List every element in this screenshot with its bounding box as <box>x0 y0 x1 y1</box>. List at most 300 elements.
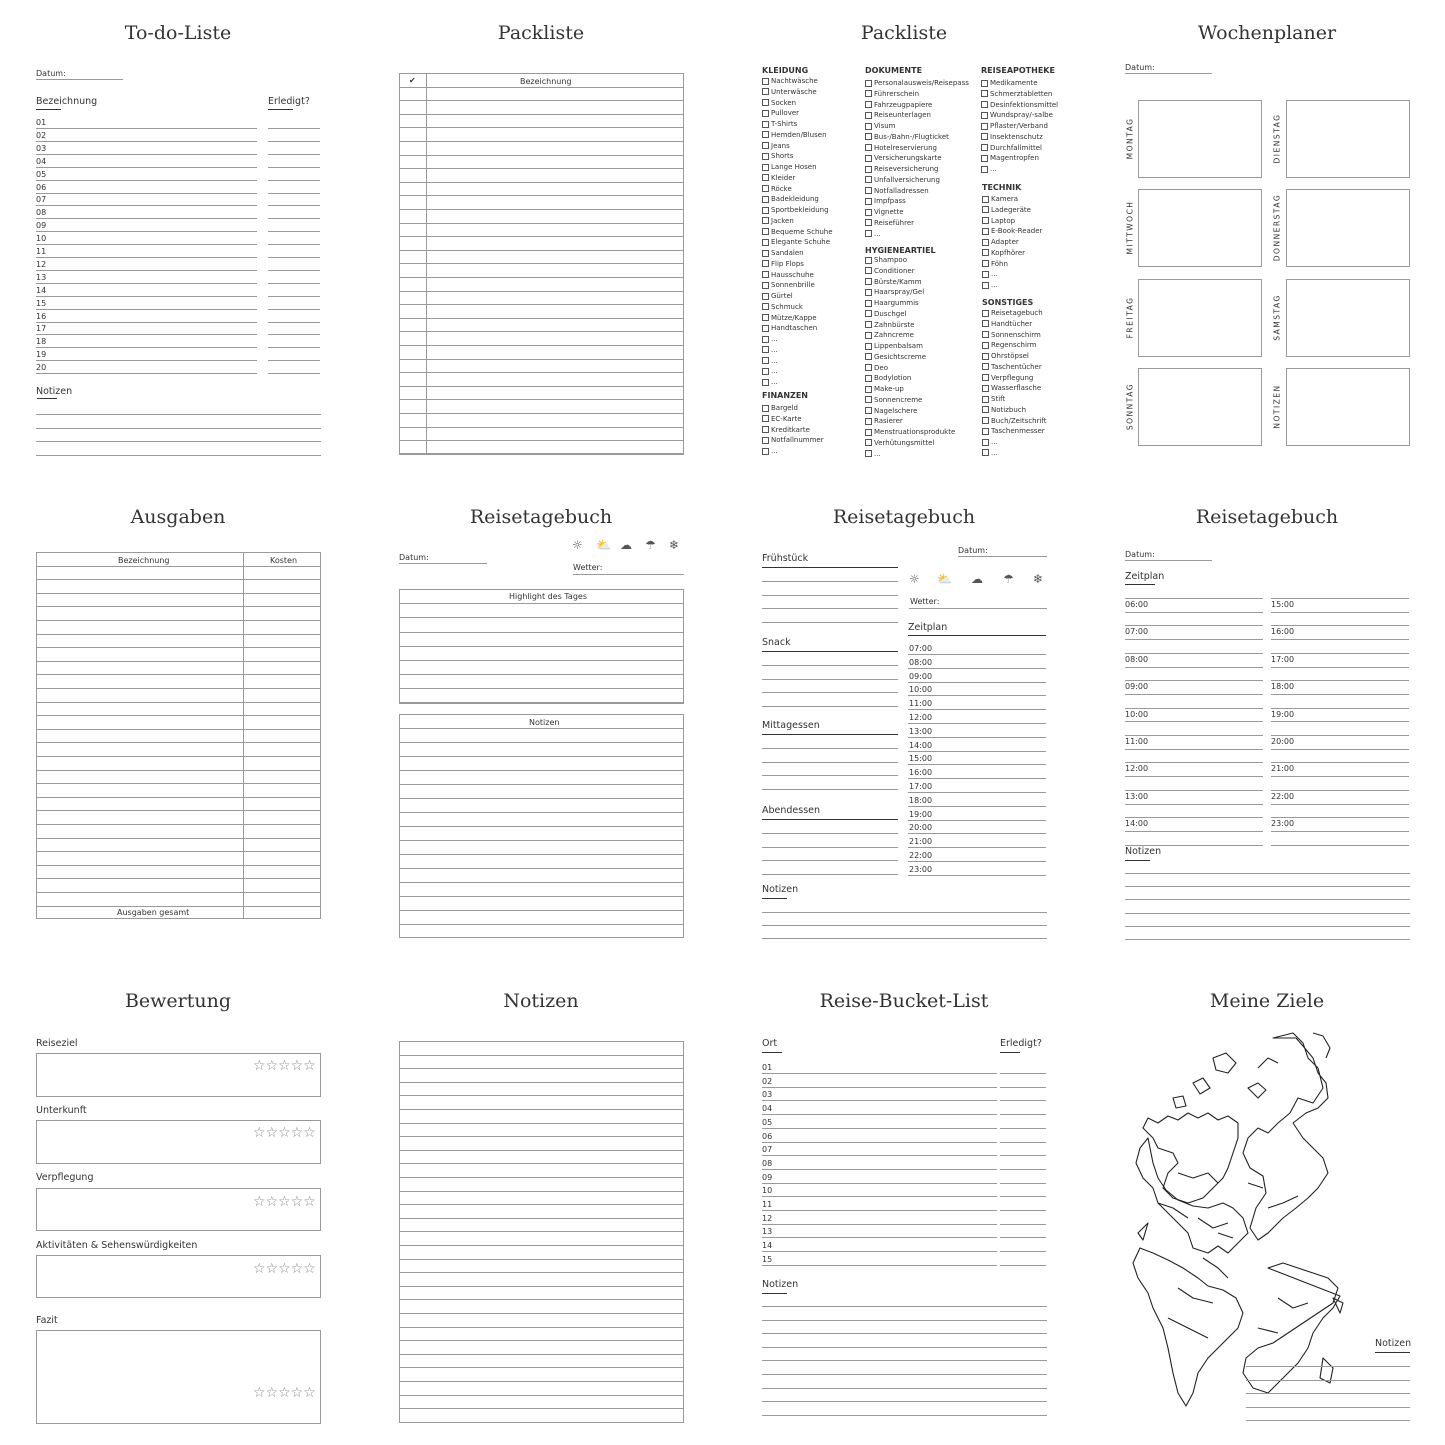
time-line[interactable] <box>1271 680 1409 681</box>
checklist-item[interactable] <box>762 248 833 259</box>
checkbox[interactable] <box>981 166 988 173</box>
notes-row-line[interactable] <box>399 924 684 925</box>
rating-box-fazit[interactable] <box>36 1330 321 1424</box>
checkbox[interactable] <box>982 353 989 360</box>
todo-row-line[interactable] <box>36 205 257 206</box>
checklist-item[interactable] <box>865 309 955 320</box>
checkbox[interactable] <box>762 379 769 386</box>
checklist-item[interactable] <box>762 414 824 425</box>
notes-line[interactable] <box>1125 886 1410 887</box>
checklist-item[interactable] <box>865 395 955 406</box>
bucket-row-line[interactable] <box>762 1114 997 1115</box>
checklist-item[interactable] <box>981 143 1058 154</box>
packliste-row-line[interactable] <box>399 223 684 224</box>
time-line[interactable] <box>1125 790 1263 791</box>
star-rating-aktivitaeten[interactable]: ☆☆☆☆☆ <box>253 1261 316 1277</box>
checklist-item[interactable] <box>982 308 1047 319</box>
ausgaben-row-line[interactable] <box>36 593 321 594</box>
ausgaben-row-line[interactable] <box>36 770 321 771</box>
meal-line[interactable] <box>762 595 898 596</box>
checkbox[interactable] <box>762 131 769 138</box>
notizen-row-line[interactable] <box>399 1150 684 1151</box>
todo-row-check-line[interactable] <box>268 309 320 310</box>
checkbox[interactable] <box>865 80 872 87</box>
time-line[interactable] <box>908 792 1046 793</box>
checkbox[interactable] <box>982 239 989 246</box>
checklist-item[interactable] <box>865 100 969 111</box>
todo-row-line[interactable] <box>36 231 257 232</box>
checklist-item[interactable] <box>762 446 824 457</box>
checkbox[interactable] <box>982 282 989 289</box>
packliste-row-line[interactable] <box>399 236 684 237</box>
week-datum-line[interactable] <box>1125 73 1212 74</box>
checklist-item[interactable] <box>982 194 1042 205</box>
checklist-item[interactable] <box>865 121 969 132</box>
checkbox[interactable] <box>865 176 872 183</box>
time-line[interactable] <box>1125 639 1263 640</box>
checkbox[interactable] <box>982 206 989 213</box>
bucket-row-line[interactable] <box>762 1100 997 1101</box>
notes-row-line[interactable] <box>399 798 684 799</box>
notizen-row-line[interactable] <box>399 1191 684 1192</box>
ausgaben-row-line[interactable] <box>36 865 321 866</box>
checklist-item[interactable] <box>762 270 833 281</box>
checklist-item[interactable] <box>982 437 1047 448</box>
checkbox[interactable] <box>762 282 769 289</box>
notes-line[interactable] <box>762 1388 1047 1389</box>
time-line[interactable] <box>908 737 1046 738</box>
notizen-row-line[interactable] <box>399 1231 684 1232</box>
checklist-item[interactable] <box>982 205 1042 216</box>
notes-row-line[interactable] <box>399 812 684 813</box>
checklist-item[interactable] <box>981 164 1058 175</box>
notes-row-line[interactable] <box>399 868 684 869</box>
bucket-row-check-line[interactable] <box>1000 1265 1046 1266</box>
time-line[interactable] <box>1125 598 1263 599</box>
highlight-row-line[interactable] <box>399 688 684 689</box>
checkbox[interactable] <box>865 267 872 274</box>
checklist-item[interactable] <box>762 377 833 388</box>
checklist-item[interactable] <box>982 330 1047 341</box>
checkbox[interactable] <box>762 293 769 300</box>
checklist-item[interactable] <box>762 184 833 195</box>
time-line[interactable] <box>1125 735 1263 736</box>
rtb3-datum-line[interactable] <box>1125 560 1212 561</box>
checklist-item[interactable] <box>762 173 833 184</box>
notes-line[interactable] <box>1125 913 1410 914</box>
todo-row-line[interactable] <box>36 309 257 310</box>
todo-notes-line[interactable] <box>36 428 321 429</box>
todo-header-underline[interactable] <box>268 109 293 110</box>
notes-row-line[interactable] <box>399 770 684 771</box>
time-line[interactable] <box>1271 612 1409 613</box>
notes-row-line[interactable] <box>399 826 684 827</box>
todo-notes-line[interactable] <box>36 441 321 442</box>
checklist-item[interactable] <box>865 406 955 417</box>
checkbox[interactable] <box>762 196 769 203</box>
packliste-row-line[interactable] <box>399 291 684 292</box>
notizen-row-line[interactable] <box>399 1272 684 1273</box>
todo-row-line[interactable] <box>36 322 257 323</box>
meal-line[interactable] <box>762 762 898 763</box>
bucket-row-check-line[interactable] <box>1000 1196 1046 1197</box>
week-box-montag[interactable] <box>1138 100 1262 178</box>
checklist-item[interactable] <box>982 351 1047 362</box>
checkbox[interactable] <box>865 289 872 296</box>
ausgaben-row-line[interactable] <box>36 620 321 621</box>
todo-row-line[interactable] <box>36 128 257 129</box>
notizen-row-line[interactable] <box>399 1177 684 1178</box>
checklist-item[interactable] <box>982 226 1042 237</box>
notizen-row-line[interactable] <box>399 1381 684 1382</box>
checkbox[interactable] <box>982 331 989 338</box>
checklist-item[interactable] <box>865 438 955 449</box>
checklist-item[interactable] <box>762 345 833 356</box>
time-line[interactable] <box>1125 817 1263 818</box>
meal-line[interactable] <box>762 860 898 861</box>
todo-row-line[interactable] <box>36 334 257 335</box>
checklist-item[interactable] <box>762 227 833 238</box>
checkbox[interactable] <box>982 310 989 317</box>
checkbox[interactable] <box>762 78 769 85</box>
checklist-item[interactable] <box>865 132 969 143</box>
checkbox[interactable] <box>981 123 988 130</box>
checkbox[interactable] <box>865 187 872 194</box>
checkbox[interactable] <box>762 142 769 149</box>
ausgaben-row-line[interactable] <box>36 702 321 703</box>
notizen-row-line[interactable] <box>399 1123 684 1124</box>
checklist-item[interactable] <box>982 405 1047 416</box>
checkbox[interactable] <box>865 209 872 216</box>
bucket-row-check-line[interactable] <box>1000 1237 1046 1238</box>
notes-row-line[interactable] <box>399 854 684 855</box>
todo-row-check-line[interactable] <box>268 373 320 374</box>
ausgaben-row-line[interactable] <box>36 906 321 907</box>
meal-line[interactable] <box>762 789 898 790</box>
todo-row-check-line[interactable] <box>268 231 320 232</box>
checkbox[interactable] <box>981 155 988 162</box>
time-line[interactable] <box>908 668 1046 669</box>
checkbox[interactable] <box>982 363 989 370</box>
meal-underline[interactable] <box>762 734 898 735</box>
checkbox[interactable] <box>982 196 989 203</box>
checklist-item[interactable] <box>762 302 833 313</box>
time-line[interactable] <box>1271 598 1409 599</box>
checkbox[interactable] <box>865 343 872 350</box>
ausgaben-row-line[interactable] <box>36 851 321 852</box>
checkbox[interactable] <box>865 101 872 108</box>
notizen-row-line[interactable] <box>399 1354 684 1355</box>
time-line[interactable] <box>1271 694 1409 695</box>
notes-line[interactable] <box>762 1401 1047 1402</box>
todo-row-line[interactable] <box>36 270 257 271</box>
time-line[interactable] <box>908 723 1046 724</box>
checklist-item[interactable] <box>762 366 833 377</box>
ausgaben-row-line[interactable] <box>36 674 321 675</box>
todo-row-line[interactable] <box>36 283 257 284</box>
todo-row-check-line[interactable] <box>268 283 320 284</box>
time-line[interactable] <box>908 778 1046 779</box>
ausgaben-row-line[interactable] <box>36 742 321 743</box>
checklist-item[interactable] <box>865 78 969 89</box>
checklist-item[interactable] <box>865 153 969 164</box>
checkbox[interactable] <box>762 228 769 235</box>
checkbox[interactable] <box>981 133 988 140</box>
checkbox[interactable] <box>865 112 872 119</box>
todo-row-check-line[interactable] <box>268 244 320 245</box>
notizen-row-line[interactable] <box>399 1095 684 1096</box>
todo-row-line[interactable] <box>36 244 257 245</box>
meal-line[interactable] <box>762 622 898 623</box>
packliste-row-line[interactable] <box>399 304 684 305</box>
checkbox[interactable] <box>865 407 872 414</box>
checklist-item[interactable] <box>982 394 1047 405</box>
todo-row-check-line[interactable] <box>268 270 320 271</box>
checklist-item[interactable] <box>982 362 1047 373</box>
checkbox[interactable] <box>762 207 769 214</box>
rtb2-wetter-line[interactable] <box>909 608 1047 609</box>
time-line[interactable] <box>1271 735 1409 736</box>
todo-row-check-line[interactable] <box>268 167 320 168</box>
checklist-item[interactable] <box>982 416 1047 427</box>
checkbox[interactable] <box>982 439 989 446</box>
meal-line[interactable] <box>762 874 898 875</box>
checklist-item[interactable] <box>762 291 833 302</box>
bucket-header-underline[interactable] <box>1000 1052 1020 1053</box>
bucket-row-check-line[interactable] <box>1000 1224 1046 1225</box>
todo-row-line[interactable] <box>36 373 257 374</box>
checkbox[interactable] <box>982 320 989 327</box>
bucket-row-check-line[interactable] <box>1000 1142 1046 1143</box>
rtb2-datum-line[interactable] <box>958 556 1047 557</box>
todo-row-check-line[interactable] <box>268 218 320 219</box>
notes-line[interactable] <box>1125 926 1410 927</box>
time-line[interactable] <box>1271 762 1409 763</box>
bucket-row-check-line[interactable] <box>1000 1183 1046 1184</box>
checkbox[interactable] <box>762 357 769 364</box>
checkbox[interactable] <box>982 260 989 267</box>
time-line[interactable] <box>1271 667 1409 668</box>
todo-row-check-line[interactable] <box>268 360 320 361</box>
checkbox[interactable] <box>982 449 989 456</box>
checklist-item[interactable] <box>981 153 1058 164</box>
notes-line[interactable] <box>762 938 1047 939</box>
checkbox[interactable] <box>762 164 769 171</box>
checklist-item[interactable] <box>982 269 1042 280</box>
todo-row-check-line[interactable] <box>268 154 320 155</box>
checkbox[interactable] <box>982 271 989 278</box>
checklist-item[interactable] <box>762 194 833 205</box>
checkbox[interactable] <box>865 450 872 457</box>
notizen-row-line[interactable] <box>399 1286 684 1287</box>
notes-line[interactable] <box>762 925 1047 926</box>
checkbox[interactable] <box>762 368 769 375</box>
ausgaben-row-line[interactable] <box>36 824 321 825</box>
time-line[interactable] <box>908 861 1046 862</box>
ausgaben-row-line[interactable] <box>36 688 321 689</box>
checkbox[interactable] <box>982 417 989 424</box>
checklist-item[interactable] <box>762 141 833 152</box>
checklist-item[interactable] <box>762 323 833 334</box>
checklist-item[interactable] <box>762 76 833 87</box>
todo-row-line[interactable] <box>36 257 257 258</box>
time-line[interactable] <box>1271 708 1409 709</box>
notes-line[interactable] <box>762 1347 1047 1348</box>
time-line[interactable] <box>908 806 1046 807</box>
bucket-row-check-line[interactable] <box>1000 1169 1046 1170</box>
packliste-row-line[interactable] <box>399 182 684 183</box>
checklist-item[interactable] <box>762 237 833 248</box>
notes-line[interactable] <box>762 1415 1047 1416</box>
todo-row-line[interactable] <box>36 193 257 194</box>
checklist-item[interactable] <box>865 416 955 427</box>
time-line[interactable] <box>1125 653 1263 654</box>
time-line[interactable] <box>1271 639 1409 640</box>
packliste-row-line[interactable] <box>399 386 684 387</box>
checklist-item[interactable] <box>865 320 955 331</box>
checklist-item[interactable] <box>762 435 824 446</box>
packliste-row-line[interactable] <box>399 87 684 88</box>
ausgaben-row-line[interactable] <box>36 606 321 607</box>
checklist-item[interactable] <box>762 108 833 119</box>
checklist-item[interactable] <box>982 448 1047 459</box>
time-line[interactable] <box>908 875 1046 876</box>
checkbox[interactable] <box>762 426 769 433</box>
checkbox[interactable] <box>865 155 872 162</box>
todo-row-line[interactable] <box>36 167 257 168</box>
time-line[interactable] <box>908 820 1046 821</box>
packliste-row-line[interactable] <box>399 141 684 142</box>
packliste-row-line[interactable] <box>399 399 684 400</box>
ausgaben-row-line[interactable] <box>36 579 321 580</box>
bucket-header-underline[interactable] <box>762 1052 782 1053</box>
packliste-row-line[interactable] <box>399 127 684 128</box>
checklist-item[interactable] <box>865 287 955 298</box>
checklist-item[interactable] <box>982 216 1042 227</box>
checkbox[interactable] <box>982 428 989 435</box>
checkbox[interactable] <box>981 101 988 108</box>
checkbox[interactable] <box>981 144 988 151</box>
star-rating-unterkunft[interactable]: ☆☆☆☆☆ <box>253 1125 316 1141</box>
time-line[interactable] <box>1125 776 1263 777</box>
checkbox[interactable] <box>762 88 769 95</box>
checklist-item[interactable] <box>865 207 969 218</box>
notes-line[interactable] <box>762 1360 1047 1361</box>
week-box-sonntag[interactable] <box>1138 368 1262 446</box>
rtb1-wetter-line[interactable] <box>573 574 684 575</box>
checkbox[interactable] <box>865 257 872 264</box>
week-box-donnerstag[interactable] <box>1286 189 1410 267</box>
notizen-row-line[interactable] <box>399 1204 684 1205</box>
checklist-item[interactable] <box>762 403 824 414</box>
checklist-item[interactable] <box>982 248 1042 259</box>
notes-row-line[interactable] <box>399 728 684 729</box>
todo-row-line[interactable] <box>36 218 257 219</box>
notes-underline[interactable] <box>1125 860 1150 861</box>
time-line[interactable] <box>908 654 1046 655</box>
checkbox[interactable] <box>762 260 769 267</box>
checkbox[interactable] <box>762 217 769 224</box>
bucket-row-line[interactable] <box>762 1128 997 1129</box>
checkbox[interactable] <box>762 415 769 422</box>
checklist-item[interactable] <box>762 280 833 291</box>
bucket-row-line[interactable] <box>762 1210 997 1211</box>
time-line[interactable] <box>1125 804 1263 805</box>
checklist-item[interactable] <box>865 277 955 288</box>
checklist-item[interactable] <box>982 340 1047 351</box>
notes-line[interactable] <box>1246 1407 1410 1408</box>
checkbox[interactable] <box>982 342 989 349</box>
time-line[interactable] <box>1125 625 1263 626</box>
time-line[interactable] <box>1271 804 1409 805</box>
checkbox[interactable] <box>762 303 769 310</box>
checkbox[interactable] <box>865 166 872 173</box>
checkbox[interactable] <box>762 153 769 160</box>
packliste-row-line[interactable] <box>399 372 684 373</box>
checkbox[interactable] <box>762 250 769 257</box>
checkbox[interactable] <box>762 325 769 332</box>
todo-notes-underline[interactable] <box>37 398 57 399</box>
notizen-row-line[interactable] <box>399 1259 684 1260</box>
checkbox[interactable] <box>982 249 989 256</box>
bucket-row-line[interactable] <box>762 1183 997 1184</box>
checklist-item[interactable] <box>762 259 833 270</box>
bucket-row-check-line[interactable] <box>1000 1114 1046 1115</box>
notes-underline[interactable] <box>1375 1352 1410 1353</box>
checkbox[interactable] <box>865 375 872 382</box>
todo-row-check-line[interactable] <box>268 141 320 142</box>
checklist-item[interactable] <box>865 218 969 229</box>
zeitplan-underline[interactable] <box>908 635 1046 636</box>
notes-row-line[interactable] <box>399 784 684 785</box>
ausgaben-row-line[interactable] <box>36 566 321 567</box>
bucket-row-line[interactable] <box>762 1142 997 1143</box>
notizen-row-line[interactable] <box>399 1395 684 1396</box>
checklist-item[interactable] <box>982 259 1042 270</box>
checkbox[interactable] <box>865 90 872 97</box>
todo-datum-line[interactable] <box>36 79 123 80</box>
checkbox[interactable] <box>865 278 872 285</box>
bucket-row-line[interactable] <box>762 1169 997 1170</box>
notes-line[interactable] <box>1125 873 1410 874</box>
notizen-row-line[interactable] <box>399 1163 684 1164</box>
star-rating-verpflegung[interactable]: ☆☆☆☆☆ <box>253 1194 316 1210</box>
bucket-row-line[interactable] <box>762 1073 997 1074</box>
checkbox[interactable] <box>982 374 989 381</box>
notes-line[interactable] <box>762 1320 1047 1321</box>
checklist-item[interactable] <box>762 162 833 173</box>
notes-line[interactable] <box>762 1333 1047 1334</box>
meal-underline[interactable] <box>762 819 898 820</box>
notizen-row-line[interactable] <box>399 1055 684 1056</box>
checkbox[interactable] <box>865 123 872 130</box>
ausgaben-row-line[interactable] <box>36 729 321 730</box>
notes-row-line[interactable] <box>399 896 684 897</box>
checkbox[interactable] <box>762 271 769 278</box>
checkbox[interactable] <box>982 217 989 224</box>
notes-line[interactable] <box>762 1306 1047 1307</box>
ausgaben-row-line[interactable] <box>36 783 321 784</box>
meal-line[interactable] <box>762 692 898 693</box>
checkbox[interactable] <box>865 429 872 436</box>
week-box-freitag[interactable] <box>1138 279 1262 357</box>
checkbox[interactable] <box>865 332 872 339</box>
checkbox[interactable] <box>762 110 769 117</box>
notes-row-line[interactable] <box>399 882 684 883</box>
checkbox[interactable] <box>762 121 769 128</box>
checkbox[interactable] <box>762 314 769 321</box>
bucket-row-line[interactable] <box>762 1196 997 1197</box>
